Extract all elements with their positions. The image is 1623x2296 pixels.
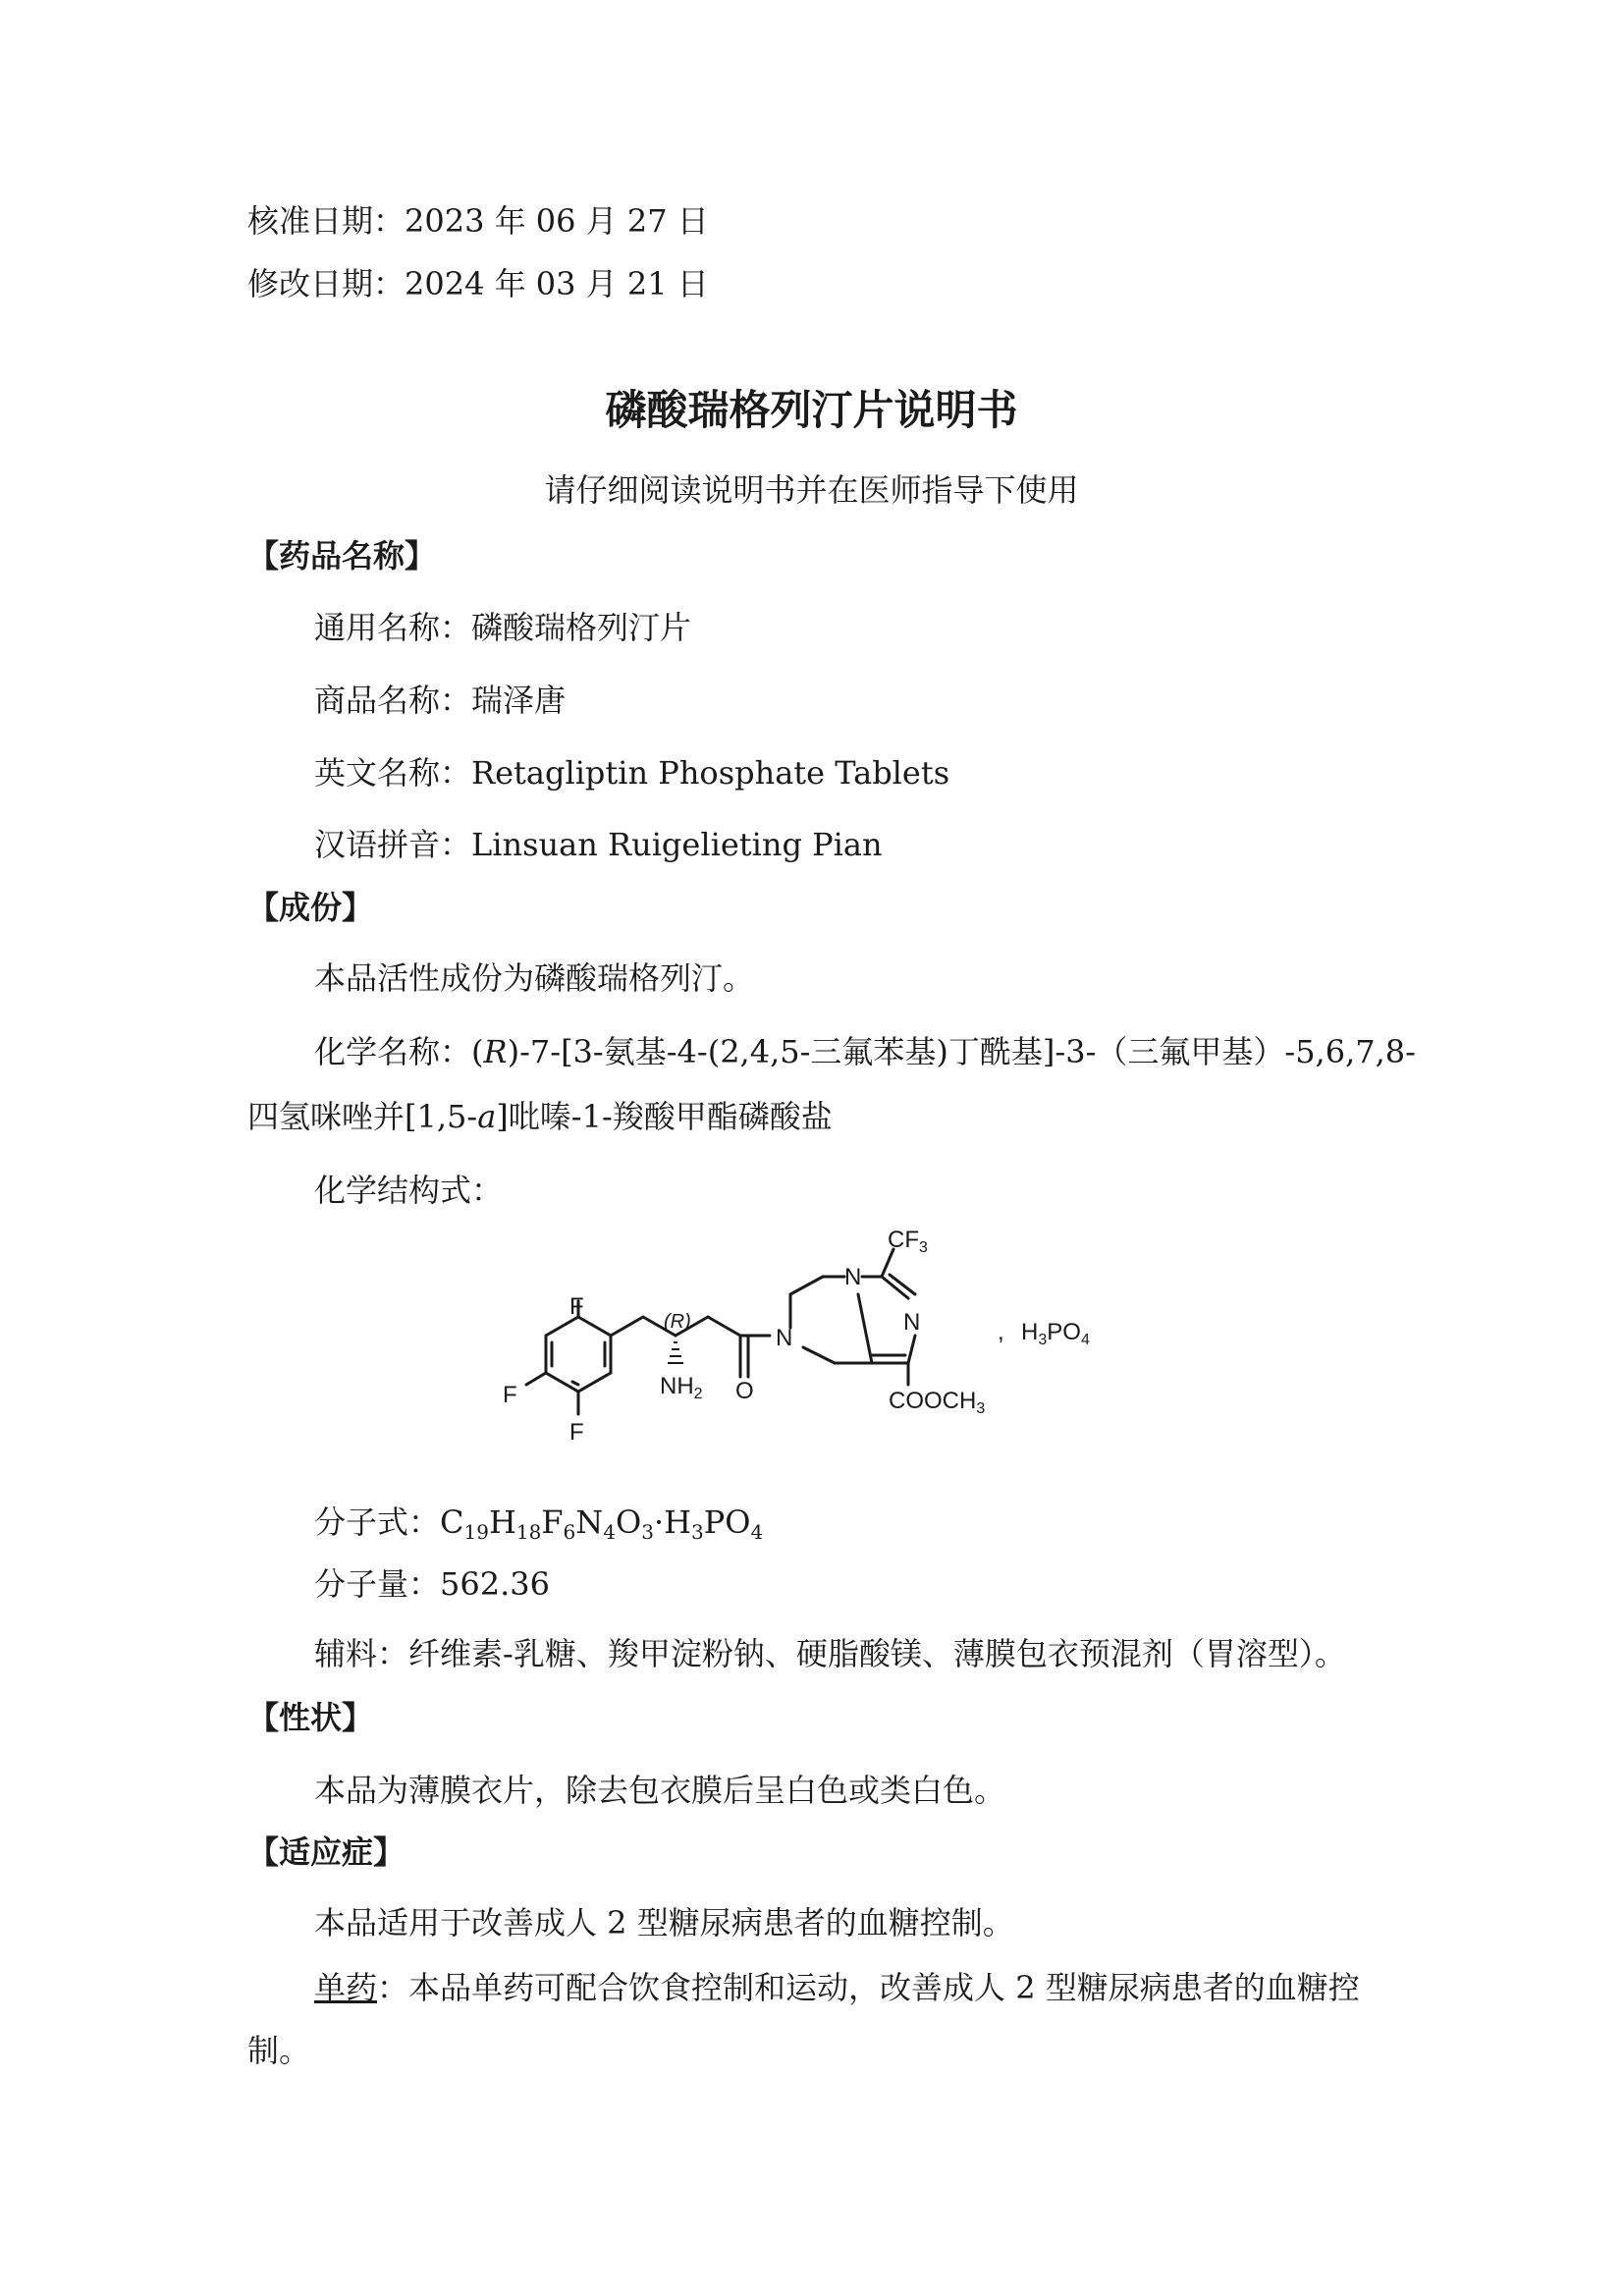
imidazole-nitrogen: N [903, 1309, 921, 1336]
chemical-structure [471, 1228, 1159, 1503]
fluorine-top: F [569, 1293, 584, 1320]
stereo-label: (R) [664, 1311, 691, 1333]
structure-label: 化学结构式： [314, 1172, 504, 1209]
section-header-drug-name: 【药品名称】 [247, 537, 437, 574]
approval-date: 核准日期：2023 年 06 月 27 日 [247, 202, 709, 240]
active-ingredient: 本品活性成份为磷酸瑞格列汀。 [314, 959, 755, 997]
description-text: 本品为薄膜衣片，除去包衣膜后呈白色或类白色。 [314, 1772, 1006, 1809]
trade-name: 商品名称：瑞泽唐 [314, 682, 567, 719]
fluorine-bottom: F [569, 1419, 584, 1446]
section-header-composition: 【成份】 [247, 889, 374, 926]
ring-nitrogen: N [844, 1264, 862, 1290]
chemical-name-line2: 四氢咪唑并[1,5-a]吡嗪-1-羧酸甲酯磷酸盐 [247, 1098, 833, 1135]
fluorine-left: F [503, 1382, 517, 1408]
document-subtitle: 请仔细阅读说明书并在医师指导下使用 [544, 471, 1079, 509]
molecular-weight: 分子量：562.36 [314, 1565, 550, 1603]
monotherapy-line: 单药：本品单药可配合饮食控制和运动，改善成人 2 型糖尿病患者的血糖控 [314, 1969, 1360, 2006]
molecular-formula: 分子式：$C_{19}H_{18}F_6N_4O_3\cdot H_3PO_4$ [314, 1503, 764, 1544]
revision-date: 修改日期：2024 年 03 月 21 日 [247, 265, 709, 302]
english-name: 英文名称：Retagliptin Phosphate Tablets [314, 754, 950, 792]
monotherapy-label: 单药 [314, 1969, 378, 2006]
monotherapy-line-cont: 制。 [247, 2032, 311, 2069]
chemical-name-line1: 化学名称：(R)-7-[3-氨基-4-(2,4,5-三氟苯基)丁酰基]-3-（三氟甲基）-5,6,7,8- [314, 1033, 1416, 1070]
excipients: 辅料：纤维素-乳糖、羧甲淀粉钠、硬脂酸镁、薄膜包衣预混剂（胃溶型）。 [314, 1635, 1346, 1672]
section-header-indications: 【适应症】 [247, 1833, 406, 1871]
document-title: 磷酸瑞格列汀片说明书 [605, 386, 1018, 434]
amine-group: $NH_2$ [660, 1373, 703, 1402]
section-header-description: 【性状】 [247, 1699, 374, 1736]
amide-nitrogen: N [776, 1325, 793, 1351]
salt-comma: , [998, 1319, 1004, 1345]
pinyin-name: 汉语拼音：Linsuan Ruigelieting Pian [314, 826, 883, 863]
benzene-ring [546, 1317, 611, 1392]
generic-name: 通用名称：磷酸瑞格列汀片 [314, 609, 692, 646]
carbonyl-oxygen: O [735, 1378, 754, 1404]
methyl-ester-group: $COOCH_3$ [889, 1388, 986, 1417]
trifluoromethyl-group: $CF_3$ [888, 1228, 928, 1256]
phosphoric-acid: $H_3PO_4$ [1021, 1319, 1090, 1348]
indications-text: 本品适用于改善成人 2 型糖尿病患者的血糖控制。 [314, 1904, 1014, 1941]
